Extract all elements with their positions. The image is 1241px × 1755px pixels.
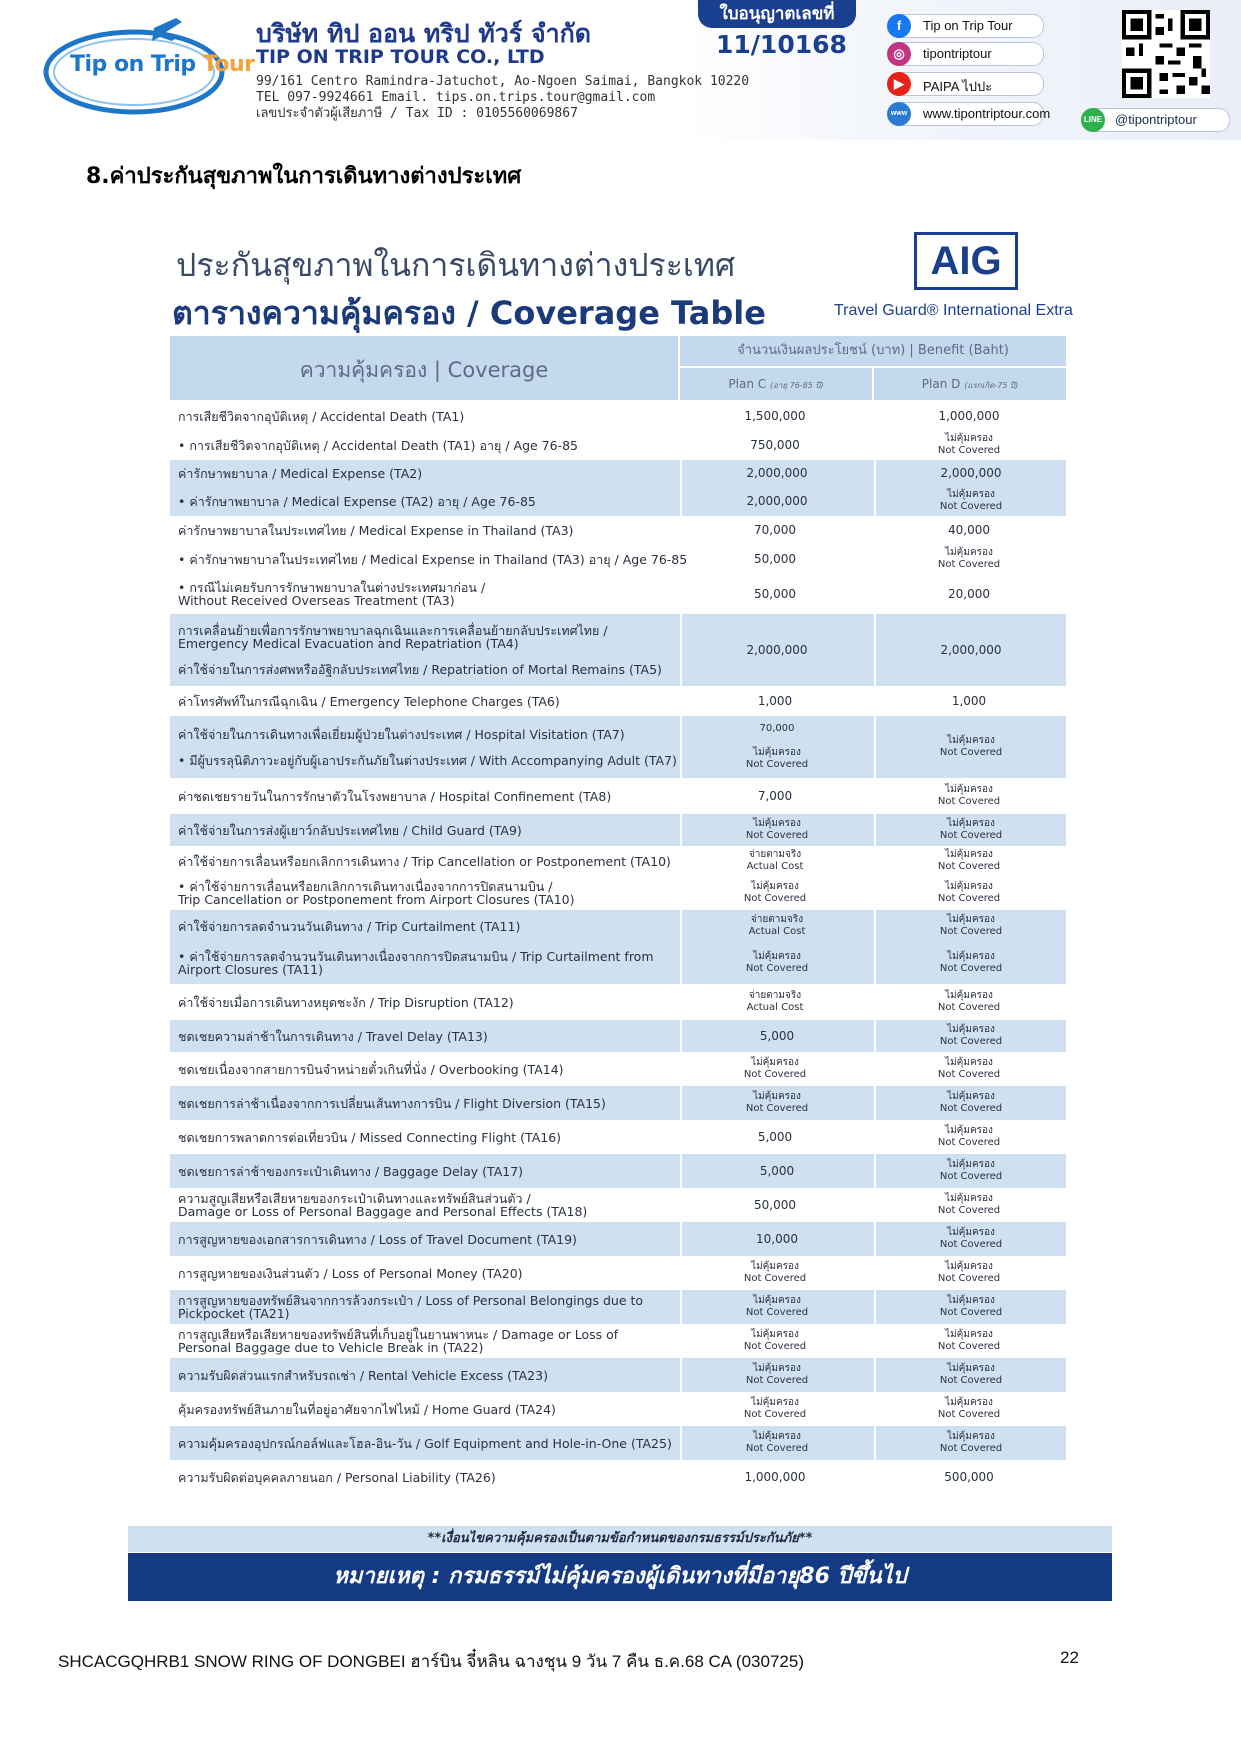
plan-c-value: [680, 402, 870, 430]
remark-banner: หมายเหตุ : กรมธรรม์ไม่คุ้มครองผู้เดินทางที่มีอายุ86 ปีขึ้นไป: [128, 1553, 1112, 1601]
plan-c-value: [680, 516, 870, 544]
plan-c-value: [680, 1358, 872, 1392]
benefit-text: ไม่คุ้มครอง: [947, 489, 995, 500]
coverage-text: • ค่าใช้จ่ายการลดจำนวนวันเดินทางเนื่องจากการปิดสนามบิน / Trip Curtailment from: [178, 949, 654, 964]
table-row: [170, 1222, 1066, 1256]
plan-d-value: [874, 1222, 1066, 1256]
plan-c-value: [680, 1392, 870, 1426]
benefit-text: 1,500,000: [744, 409, 806, 423]
social-link-label: PAIPA ไปปะ: [923, 79, 993, 94]
page-header: [0, 0, 1241, 140]
benefit-text: Not Covered: [743, 1273, 807, 1284]
social-link-label: tipontriptour: [923, 46, 992, 61]
benefit-text: Not Covered: [937, 445, 1001, 456]
plan-d-value: [874, 1154, 1066, 1188]
benefit-text: Not Covered: [939, 1103, 1003, 1114]
benefit-text: Not Covered: [939, 1443, 1003, 1454]
logo-text: Tip on Trip Tour: [70, 52, 255, 77]
benefit-text: Actual Cost: [746, 861, 804, 872]
plan-c-value: [680, 686, 870, 716]
coverage-text: ค่ารักษาพยาบาล / Medical Expense (TA2): [178, 465, 423, 481]
benefit-text: จ่ายตามจริง: [748, 990, 802, 1001]
benefit-text: 1,000: [951, 694, 987, 708]
benefit-text: 2,000,000: [746, 466, 808, 480]
benefit-text: 5,000: [759, 1029, 795, 1043]
benefit-text: 50,000: [754, 1198, 796, 1212]
benefit-text: 2,000,000: [940, 643, 1002, 657]
coverage-text: Without Received Overseas Treatment (TA3): [178, 593, 455, 608]
benefit-text: ไม่คุ้มครอง: [947, 1091, 995, 1102]
coverage-text: ค่าใช้จ่ายเมื่อการเดินทางหยุดชะงัก / Trip Disruption (TA12): [178, 994, 514, 1010]
benefit-text: 50,000: [754, 552, 796, 566]
benefit-text: ไม่คุ้มครอง: [945, 990, 993, 1001]
benefit-text: ไม่คุ้มครอง: [753, 1091, 801, 1102]
coverage-text: ค่าชดเชยรายวันในการรักษาตัวในโรงพยาบาล / Hospital Confinement (TA8): [178, 788, 612, 804]
benefit-text: Not Covered: [937, 1273, 1001, 1284]
benefit-text: ไม่คุ้มครอง: [945, 881, 993, 892]
benefit-text: 1,000,000: [744, 1470, 806, 1484]
benefit-text: 750,000: [750, 438, 800, 452]
section-title: 8.ค่าประกันสุขภาพในการเดินทางต่างประเทศ: [86, 164, 522, 189]
benefit-text: Not Covered: [939, 1171, 1003, 1182]
coverage-text: Trip Cancellation or Postponement from Airport Closures (TA10): [178, 892, 575, 907]
plan-d-value: [874, 402, 1064, 430]
benefit-text: Actual Cost: [746, 1002, 804, 1013]
benefit-text: Not Covered: [937, 1409, 1001, 1420]
coverage-text: ค่าใช้จ่ายในการเดินทางเพื่อเยี่ยมผู้ป่วยในต่างประเทศ / Hospital Visitation (TA7): [178, 726, 625, 742]
benefit-text: 1,000,000: [938, 409, 1000, 423]
coverage-text: • มีผู้บรรลุนิติภาวะอยู่กับผู้เอาประกันภัยในต่างประเทศ / With Accompanying Adult (TA7): [178, 752, 677, 768]
coverage-text: ค่าใช้จ่ายในการส่งศพหรืออัฐิกลับประเทศไทย / Repatriation of Mortal Remains (TA5): [178, 662, 662, 677]
plan-c-value: [680, 1460, 870, 1494]
coverage-column-header: ความคุ้มครอง | Coverage: [170, 336, 678, 400]
coverage-text: ชดเชยความล่าช้าในการเดินทาง / Travel Delay (TA13): [178, 1028, 488, 1044]
benefit-text: ไม่คุ้มครอง: [947, 1431, 995, 1442]
benefit-text: จ่ายตามจริง: [748, 849, 802, 860]
plan-c-value: [680, 1120, 870, 1154]
social-link-label: www.tipontriptour.com: [923, 106, 1051, 121]
benefit-text: Not Covered: [939, 1036, 1003, 1047]
benefit-text: 20,000: [948, 587, 990, 601]
coverage-text: การเสียชีวิตจากอุบัติเหตุ / Accidental Death (TA1): [178, 408, 465, 424]
table-row: [170, 686, 1066, 716]
benefit-text: ไม่คุ้มครอง: [753, 951, 801, 962]
table-row: [170, 1392, 1066, 1426]
coverage-text: ความรับผิดต่อบุคคลภายนอก / Personal Liability (TA26): [178, 1469, 496, 1485]
benefit-text: Not Covered: [939, 1375, 1003, 1386]
coverage-text: ชดเชยการล่าช้าของกระเป๋าเดินทาง / Baggage Delay (TA17): [178, 1163, 524, 1179]
plan-c-value: [680, 1154, 872, 1188]
benefit-text: Not Covered: [745, 1443, 809, 1454]
benefit-text: ไม่คุ้มครอง: [947, 914, 995, 925]
plan-c-header: Plan C (อายุ 76-85 ปี): [680, 368, 872, 400]
coverage-text: ความคุ้มครองอุปกรณ์กอล์ฟและโฮล-อิน-วัน / Golf Equipment and Hole-in-One (TA25): [178, 1435, 672, 1451]
plan-d-value: [874, 1460, 1064, 1494]
coverage-text: Pickpocket (TA21): [178, 1306, 290, 1321]
plan-c-value: [680, 614, 872, 686]
table-row: [170, 1290, 1066, 1324]
line-icon: LINE: [1081, 108, 1105, 132]
social-link[interactable]: [888, 42, 1044, 66]
table-row: [170, 486, 1066, 516]
coverage-text: ค่ารักษาพยาบาลในประเทศไทย / Medical Expense in Thailand (TA3): [178, 522, 574, 538]
license-number: 11/10168: [716, 30, 847, 59]
page-number: 22: [1060, 1648, 1079, 1667]
benefit-text: 10,000: [756, 1232, 798, 1246]
coverage-text: ค่าโทรศัพท์ในกรณีฉุกเฉิน / Emergency Telephone Charges (TA6): [178, 693, 560, 709]
table-row: [170, 544, 1066, 574]
footer-program-code: SHCACGQHRB1 SNOW RING OF DONGBEI ฮาร์บิน จี๋หลิน ฉางชุน 9 วัน 7 คืน ธ.ค.68 CA (030725): [58, 1652, 804, 1671]
benefit-text: Not Covered: [939, 830, 1003, 841]
benefit-text: Not Covered: [937, 1341, 1001, 1352]
plan-d-value: [874, 1052, 1064, 1086]
benefit-text: 7,000: [757, 789, 793, 803]
benefit-text: 500,000: [944, 1470, 994, 1484]
coverage-text: Airport Closures (TA11): [178, 962, 323, 977]
coverage-text: การสูญหายของทรัพย์สินจากการล้วงกระเป๋า / Loss of Personal Belongings due to: [178, 1293, 644, 1308]
benefit-text: ไม่คุ้มครอง: [945, 849, 993, 860]
benefit-text: Not Covered: [937, 559, 1001, 570]
benefit-text: ไม่คุ้มครอง: [947, 1159, 995, 1170]
coverage-text: การเคลื่อนย้ายเพื่อการรักษาพยาบาลฉุกเฉินและการเคลื่อนย้ายกลับประเทศไทย /: [178, 623, 608, 638]
plan-d-value: [874, 460, 1066, 486]
license-label: ใบอนุญาตเลขที่: [698, 0, 856, 28]
table-row: [170, 1460, 1066, 1494]
plan-d-value: [874, 1290, 1066, 1324]
coverage-text: • ค่ารักษาพยาบาลในประเทศไทย / Medical Expense in Thailand (TA3) อายุ / Age 76-85: [178, 551, 688, 567]
benefit-text: Not Covered: [743, 1069, 807, 1080]
table-row: [170, 1020, 1066, 1052]
table-row: [170, 614, 1066, 686]
plan-d-value: [874, 1086, 1066, 1120]
plan-d-value: [874, 686, 1064, 716]
benefit-text: ไม่คุ้มครอง: [945, 1329, 993, 1340]
plan-c-value: [680, 1086, 872, 1120]
benefit-text: 2,000,000: [940, 466, 1002, 480]
benefit-text: ไม่คุ้มครอง: [945, 784, 993, 795]
plan-c-value: [680, 778, 870, 814]
plan-c-value: [680, 1290, 872, 1324]
plan-c-value: [680, 1222, 872, 1256]
benefit-text: ไม่คุ้มครอง: [947, 1295, 995, 1306]
table-row: [170, 402, 1066, 430]
plan-c-value: [680, 1188, 870, 1222]
document-title: ประกันสุขภาพในการเดินทางต่างประเทศ: [176, 246, 736, 284]
plan-d-value: [874, 1392, 1064, 1426]
benefit-text: 70,000: [759, 723, 795, 734]
line-contact[interactable]: LINE @tipontriptour: [1082, 108, 1230, 132]
benefit-text: ไม่คุ้มครอง: [945, 1193, 993, 1204]
table-row: [170, 778, 1066, 814]
plan-c-value: [680, 1020, 872, 1052]
benefit-text: Not Covered: [743, 1409, 807, 1420]
benefit-text: ไม่คุ้มครอง: [945, 1125, 993, 1136]
benefit-text: ไม่คุ้มครอง: [947, 818, 995, 829]
plan-c-value: [680, 984, 870, 1020]
coverage-text: ชดเชยการพลาดการต่อเที่ยวบิน / Missed Connecting Flight (TA16): [178, 1129, 562, 1145]
table-row: [170, 1324, 1066, 1358]
plan-d-value: [874, 430, 1064, 460]
coverage-text: • กรณีไม่เคยรับการรักษาพยาบาลในต่างประเทศมาก่อน /: [178, 580, 486, 595]
coverage-text: การสูญเสียหรือเสียหายของทรัพย์สินที่เก็บอยู่ในยานพาหนะ / Damage or Loss of: [178, 1327, 619, 1342]
plan-c-value: [680, 876, 870, 910]
plan-d-value: [874, 984, 1064, 1020]
coverage-text: • ค่าใช้จ่ายการเลื่อนหรือยกเลิกการเดินทางเนื่องจากการปิดสนามบิน /: [178, 879, 553, 894]
benefit-text: ไม่คุ้มครอง: [947, 1227, 995, 1238]
benefit-text: Not Covered: [937, 1137, 1001, 1148]
table-row: [170, 910, 1066, 942]
benefit-text: ไม่คุ้มครอง: [753, 747, 801, 758]
benefit-text: Not Covered: [745, 1103, 809, 1114]
plan-c-value: [680, 814, 872, 846]
plan-c-value: [680, 460, 872, 486]
plan-d-value: [874, 1324, 1064, 1358]
table-row: [170, 1086, 1066, 1120]
table-row: [170, 876, 1066, 910]
plan-d-value: [874, 910, 1066, 942]
plan-d-value: [874, 1020, 1066, 1052]
benefit-text: 40,000: [948, 523, 990, 537]
benefit-text: ไม่คุ้มครอง: [947, 1024, 995, 1035]
benefit-text: ไม่คุ้มครอง: [753, 818, 801, 829]
benefit-text: ไม่คุ้มครอง: [945, 433, 993, 444]
instagram-icon: ◎: [887, 42, 911, 66]
company-name-english: TIP ON TRIP TOUR CO., LTD: [256, 46, 545, 68]
plan-d-value: [874, 1426, 1066, 1460]
benefit-text: ไม่คุ้มครอง: [753, 1363, 801, 1374]
plan-c-value: [680, 910, 872, 942]
plan-c-value: [680, 1256, 870, 1290]
plan-c-value: [680, 846, 870, 876]
table-row: [170, 846, 1066, 876]
table-row: [170, 1188, 1066, 1222]
coverage-text: Damage or Loss of Personal Baggage and Personal Effects (TA18): [178, 1204, 588, 1219]
benefit-text: Not Covered: [939, 1307, 1003, 1318]
benefit-text: 5,000: [759, 1164, 795, 1178]
plan-d-value: [874, 574, 1064, 614]
benefit-text: Not Covered: [743, 1341, 807, 1352]
plan-d-value: [874, 486, 1066, 516]
plan-d-value: [874, 1120, 1064, 1154]
benefit-text: Not Covered: [939, 1239, 1003, 1250]
table-row: [170, 1052, 1066, 1086]
table-row: [170, 1120, 1066, 1154]
youtube-icon: ▶: [887, 72, 911, 96]
plan-d-value: [874, 778, 1064, 814]
benefit-text: 50,000: [754, 587, 796, 601]
benefit-text: ไม่คุ้มครอง: [751, 1261, 799, 1272]
benefit-text: Not Covered: [745, 759, 809, 770]
plan-c-value: [680, 430, 870, 460]
table-row: [170, 984, 1066, 1020]
plan-c-value: [680, 486, 872, 516]
plan-d-value: [874, 1358, 1066, 1392]
benefit-text: Not Covered: [939, 926, 1003, 937]
coverage-text: • ค่ารักษาพยาบาล / Medical Expense (TA2) อายุ / Age 76-85: [178, 493, 536, 509]
benefit-text: Not Covered: [745, 963, 809, 974]
table-row: [170, 716, 1066, 778]
benefit-text: ไม่คุ้มครอง: [751, 1329, 799, 1340]
benefit-text: Not Covered: [939, 963, 1003, 974]
plan-d-value: [874, 614, 1066, 686]
plan-d-value: [874, 1188, 1064, 1222]
plan-c-value: [680, 1426, 872, 1460]
coverage-text: ชดเชยการล่าช้าเนื่องจากการเปลี่ยนเส้นทางการบิน / Flight Diversion (TA15): [178, 1095, 606, 1111]
benefit-text: 5,000: [757, 1130, 793, 1144]
policy-condition: **เงื่อนไขความคุ้มครองเป็นตามข้อกำหนดของกรมธรรม์ประกันภัย**: [128, 1526, 1112, 1552]
coverage-text: Emergency Medical Evacuation and Repatriation (TA4): [178, 636, 519, 651]
benefit-text: Not Covered: [937, 1002, 1001, 1013]
plan-d-value: [874, 516, 1064, 544]
benefit-text: 2,000,000: [746, 643, 808, 657]
benefit-text: ไม่คุ้มครอง: [751, 1397, 799, 1408]
benefit-text: Not Covered: [937, 893, 1001, 904]
social-link[interactable]: [888, 102, 1051, 126]
coverage-table: [170, 402, 1066, 1494]
benefit-text: Not Covered: [939, 501, 1003, 512]
coverage-text: ค่าใช้จ่ายในการส่งผู้เยาว์กลับประเทศไทย / Child Guard (TA9): [178, 822, 522, 838]
coverage-text: Personal Baggage due to Vehicle Break in (TA22): [178, 1340, 484, 1355]
coverage-text: ความรับผิดส่วนแรกสำหรับรถเช่า / Rental Vehicle Excess (TA23): [178, 1367, 548, 1383]
table-row: [170, 430, 1066, 460]
benefit-text: ไม่คุ้มครอง: [945, 1057, 993, 1068]
benefit-text: 2,000,000: [746, 494, 808, 508]
benefit-text: Not Covered: [937, 796, 1001, 807]
coverage-text: ความสูญเสียหรือเสียหายของกระเป๋าเดินทางและทรัพย์สินส่วนตัว /: [178, 1191, 531, 1206]
benefit-text: Actual Cost: [748, 926, 806, 937]
table-row: [170, 814, 1066, 846]
plan-c-value: [680, 716, 872, 778]
social-link-label: Tip on Trip Tour: [923, 18, 1013, 33]
table-row: [170, 942, 1066, 984]
plan-c-value: [680, 1052, 870, 1086]
benefit-text: 1,000: [757, 694, 793, 708]
benefit-text: ไม่คุ้มครอง: [945, 1397, 993, 1408]
benefit-text: ไม่คุ้มครอง: [945, 1261, 993, 1272]
company-address: 99/161 Centro Ramindra-Jatuchot, Ao-Ngoen Saimai, Bangkok 10220 TEL 097-9924661 Email. tips.on.trips.tour@gmail.com เลขประจำตัวผู้เสียภาษี / Tax ID : 0105560069867: [256, 74, 750, 121]
benefit-text: Not Covered: [743, 893, 807, 904]
social-link[interactable]: [888, 14, 1044, 38]
qr-code: [1122, 10, 1210, 98]
benefit-text: Not Covered: [939, 747, 1003, 758]
plan-c-value: [680, 574, 870, 614]
aig-logo: AIG: [914, 232, 1018, 290]
plan-d-value: [874, 544, 1064, 574]
plan-d-value: [874, 1256, 1064, 1290]
plan-d-value: [874, 846, 1064, 876]
table-row: [170, 516, 1066, 544]
table-row: [170, 574, 1066, 614]
benefit-text: [682, 735, 872, 747]
plan-d-value: [874, 716, 1066, 778]
social-link[interactable]: [888, 72, 1044, 96]
benefit-text: ไม่คุ้มครอง: [753, 1431, 801, 1442]
benefit-text: Not Covered: [937, 861, 1001, 872]
benefit-text: Not Covered: [745, 1375, 809, 1386]
plan-c-value: [680, 544, 870, 574]
plan-d-value: [874, 814, 1066, 846]
benefit-text: 70,000: [754, 523, 796, 537]
benefit-text: ไม่คุ้มครอง: [947, 735, 995, 746]
facebook-icon: f: [887, 14, 911, 38]
table-row: [170, 1426, 1066, 1460]
coverage-text: คุ้มครองทรัพย์สินภายในที่อยู่อาศัยจากไฟไหม้ / Home Guard (TA24): [178, 1401, 556, 1417]
benefit-text: ไม่คุ้มครอง: [945, 547, 993, 558]
benefit-text: ไม่คุ้มครอง: [753, 1295, 801, 1306]
benefit-text: ไม่คุ้มครอง: [947, 1363, 995, 1374]
benefit-text: ไม่คุ้มครอง: [947, 951, 995, 962]
table-row: [170, 1154, 1066, 1188]
coverage-text: การสูญหายของเงินส่วนตัว / Loss of Personal Money (TA20): [178, 1265, 523, 1281]
table-row: [170, 460, 1066, 486]
benefit-text: จ่ายตามจริง: [750, 914, 804, 925]
coverage-text: • การเสียชีวิตจากอุบัติเหตุ / Accidental Death (TA1) อายุ / Age 76-85: [178, 437, 579, 453]
benefit-text: ไม่คุ้มครอง: [751, 881, 799, 892]
product-name: Travel Guard® International Extra: [834, 302, 1073, 319]
coverage-text: ค่าใช้จ่ายการลดจำนวนวันเดินทาง / Trip Curtailment (TA11): [178, 918, 521, 934]
benefit-column-header: จำนวนเงินผลประโยชน์ (บาท) | Benefit (Baht): [680, 336, 1066, 366]
benefit-text: Not Covered: [937, 1205, 1001, 1216]
plan-c-value: [680, 942, 872, 984]
table-row: [170, 1256, 1066, 1290]
web-icon: www: [887, 102, 911, 126]
coverage-text: ชดเชยเนื่องจากสายการบินจำหน่ายตั๋วเกินที่นั่ง / Overbooking (TA14): [178, 1061, 564, 1077]
benefit-text: Not Covered: [937, 1069, 1001, 1080]
plan-d-value: [874, 876, 1064, 910]
plan-d-header: Plan D (แรกเกิด-75 ปี): [874, 368, 1066, 400]
coverage-text: การสูญหายของเอกสารการเดินทาง / Loss of Travel Document (TA19): [178, 1231, 577, 1247]
plan-d-value: [874, 942, 1066, 984]
plan-c-value: [680, 1324, 870, 1358]
coverage-text: ค่าใช้จ่ายการเลื่อนหรือยกเลิกการเดินทาง / Trip Cancellation or Postponement (TA10): [178, 853, 671, 869]
benefit-text: ไม่คุ้มครอง: [751, 1057, 799, 1068]
company-name-thai: บริษัท ทิป ออน ทริป ทัวร์ จำกัด: [256, 19, 592, 48]
document-subtitle: ตารางความคุ้มครอง / Coverage Table: [172, 294, 766, 332]
table-row: [170, 1358, 1066, 1392]
benefit-text: Not Covered: [745, 830, 809, 841]
benefit-text: Not Covered: [745, 1307, 809, 1318]
